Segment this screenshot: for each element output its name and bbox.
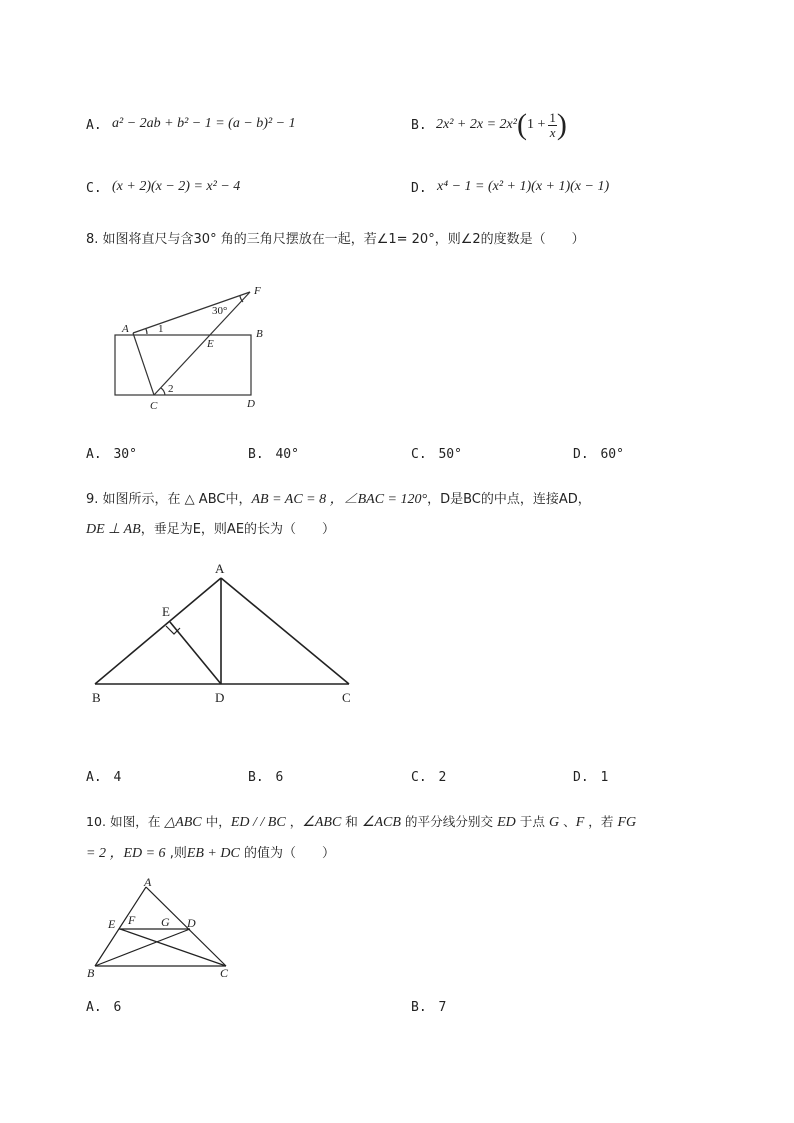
q10-label-f: F (128, 913, 136, 927)
q7-option-a-label: A. (86, 118, 102, 133)
q10-stem-math-1: △ABC (164, 815, 202, 830)
q10-stem-text-3: ， (285, 814, 303, 829)
q10-option-a (86, 1000, 121, 1015)
q7-option-b-frac-den: x (549, 124, 556, 140)
q7-option-c-label: C. (86, 181, 102, 196)
q8-angle30-arc (240, 296, 243, 302)
q10-stem-line2-text-1: ,则 (165, 846, 187, 861)
q8-label-angle2: 2 (168, 383, 174, 395)
q8-option-c (411, 447, 462, 462)
q8-label-b: B (256, 328, 263, 340)
q10-stem-math-6: G (548, 815, 560, 830)
q9-label-d: D (215, 690, 225, 705)
q8-option-c-value: 50° (438, 447, 462, 462)
q9-label-c: C (342, 690, 351, 705)
q9-option-d (573, 770, 608, 785)
q10-stem-math-7: F (575, 815, 585, 830)
q10-label-d: D (187, 916, 196, 930)
q9-stem-line2-math: DE ⊥ AB (86, 522, 141, 537)
q8-line-af (133, 292, 250, 333)
q9-option-d-label: D. (573, 770, 589, 785)
q10-stem-line2-math-2: EB + DC (186, 846, 240, 861)
q10-stem-text-7: 、 (559, 814, 576, 829)
q8-angle1-arc (146, 329, 147, 334)
q10-stem-text-6: 于点 (515, 814, 549, 829)
q9-option-c-value: 2 (438, 770, 447, 785)
q10-stem-text-1: 10. 如图，在 (86, 814, 165, 829)
q9-option-a-value: 4 (113, 770, 122, 785)
q8-option-a-value: 30° (113, 447, 137, 462)
q7-option-b-paren-open: ( (516, 108, 527, 141)
q7-option-b-label: B. (411, 118, 427, 133)
q8-option-a (86, 447, 137, 462)
q10-option-b (411, 1000, 446, 1015)
q8-line-ac (133, 333, 154, 395)
q8-ruler-rect (115, 335, 251, 395)
q10-stem-math-2: ED / / BC (230, 815, 286, 830)
q10-label-b: B (87, 966, 95, 980)
q8-figure (100, 278, 280, 412)
q8-line-cf (154, 292, 250, 395)
q9-stem-line1 (86, 488, 591, 508)
q8-label-angle1: 1 (158, 323, 164, 335)
q9-option-b-label: B. (248, 770, 264, 785)
q8-option-d (573, 447, 624, 462)
q10-stem-line1 (86, 811, 636, 831)
q8-angle2-arc (161, 388, 165, 395)
q9-option-a (86, 770, 121, 785)
q7-option-b-frac-num: 1 (549, 109, 556, 125)
q8-label-a: A (122, 323, 129, 335)
q10-stem-text-5: 的平分线分别交 (400, 814, 498, 829)
q8-option-d-label: D. (573, 447, 589, 462)
q7-option-c-expr: (x + 2)(x − 2) = x² − 4 (112, 179, 241, 194)
q10-stem-line2 (86, 842, 335, 862)
q7-option-b-expr (436, 100, 567, 150)
q8-option-a-label: A. (86, 447, 102, 462)
q9-option-c (411, 770, 446, 785)
q10-stem-math-3: ∠ABC (302, 815, 342, 830)
q9-option-d-value: 1 (600, 770, 609, 785)
q10-label-g: G (161, 915, 170, 929)
q10-stem-text-8: ，若 (584, 814, 618, 829)
q9-option-b-value: 6 (275, 770, 284, 785)
q9-segment-de (170, 622, 221, 684)
q10-figure (84, 874, 244, 982)
q9-option-a-label: A. (86, 770, 102, 785)
q10-option-a-label: A. (86, 1000, 102, 1015)
q7-option-d-expr: x⁴ − 1 = (x² + 1)(x + 1)(x − 1) (437, 179, 610, 194)
q8-option-d-value: 60° (600, 447, 624, 462)
q9-side-ab (95, 578, 221, 684)
q10-stem-math-8: FG (617, 815, 637, 830)
q10-bisector-b (95, 929, 190, 966)
q8-option-c-label: C. (411, 447, 427, 462)
q10-label-c: C (220, 966, 229, 980)
q10-option-b-label: B. (411, 1000, 427, 1015)
q9-label-a: A (215, 561, 225, 576)
q10-side-ac (146, 887, 226, 966)
q10-stem-math-5: ED (497, 815, 516, 830)
q9-side-ac (221, 578, 349, 684)
q10-stem-text-4: 和 (341, 814, 362, 829)
q8-option-b-value: 40° (275, 447, 299, 462)
q10-option-b-value: 7 (438, 1000, 447, 1015)
q7-option-a-expr: a² − 2ab + b² − 1 = (a − b)² − 1 (112, 116, 296, 131)
q8-option-b-label: B. (248, 447, 264, 462)
q7-option-b-fraction (548, 111, 557, 140)
q10-stem-line2-math-1: = 2 ，ED = 6 (86, 846, 166, 861)
q10-stem-line2-text-2: 的值为（ ） (239, 846, 335, 861)
q10-side-ab (95, 887, 146, 966)
q10-bisector-c (120, 929, 226, 966)
q10-label-e: E (108, 917, 116, 931)
q8-option-b (248, 447, 299, 462)
q9-label-b: B (92, 690, 101, 705)
q7-option-b-left: 2x² + 2x = 2x² (436, 117, 517, 132)
q9-stem-line1-a: 9. 如图所示，在 △ ABC中， (86, 492, 252, 507)
q10-stem-text-2: 中， (201, 814, 231, 829)
q9-stem-line2-b: ，垂足为E，则AE的长为（ ） (140, 522, 336, 537)
q9-stem-line1-math: AB = AC = 8 ，∠BAC = 120° (251, 492, 428, 507)
q9-stem-line2 (86, 518, 335, 538)
q8-label-d: D (247, 398, 255, 410)
q8-label-c: C (150, 400, 158, 412)
q8-label-e: E (207, 338, 214, 350)
q8-label-f: F (254, 285, 261, 297)
q7-option-d-label: D. (411, 181, 427, 196)
q9-option-c-label: C. (411, 770, 427, 785)
q10-label-a: A (144, 875, 152, 889)
q9-option-b (248, 770, 283, 785)
q8-label-30deg: 30° (212, 305, 228, 317)
q8-stem: 8. 如图将直尺与含30° 角的三角尺摆放在一起，若∠1= 20°，则∠2的度数是（ ） (86, 232, 585, 247)
q10-option-a-value: 6 (113, 1000, 122, 1015)
q9-figure (88, 558, 360, 710)
q7-option-b-one-plus: 1 + (526, 117, 546, 132)
q7-option-b-paren-close: ) (556, 108, 567, 141)
q9-stem-line1-b: ，D是BC的中点，连接AD， (427, 492, 591, 507)
q10-stem-math-4: ∠ACB (361, 815, 401, 830)
q9-label-e: E (162, 604, 170, 619)
